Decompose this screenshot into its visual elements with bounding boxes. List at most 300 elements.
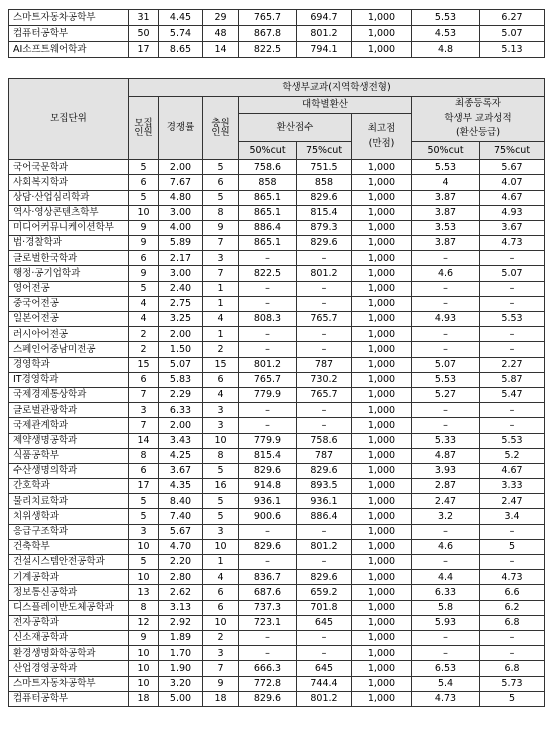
value-cell: 779.9 xyxy=(239,387,297,402)
table-row xyxy=(9,585,545,600)
value-cell: 4 xyxy=(203,570,239,585)
value-cell: 3 xyxy=(203,524,239,539)
value-cell: – xyxy=(480,296,545,311)
value-cell: 1,000 xyxy=(352,160,412,175)
value-cell: 1,000 xyxy=(352,312,412,327)
value-cell: 6 xyxy=(129,251,159,266)
header-final-cut50: 50%cut xyxy=(412,142,480,160)
table-row xyxy=(9,418,545,433)
value-cell: 3.2 xyxy=(412,509,480,524)
previous-page-table xyxy=(8,9,545,58)
unit-name-cell: 스페인어중남미전공 xyxy=(9,342,129,357)
value-cell: 7 xyxy=(203,266,239,281)
value-cell: 10 xyxy=(203,615,239,630)
value-cell: 7 xyxy=(129,387,159,402)
value-cell: 17 xyxy=(129,479,159,494)
value-cell: 5.07 xyxy=(159,357,203,372)
value-cell: 6 xyxy=(203,600,239,615)
value-cell: 1,000 xyxy=(352,26,412,42)
value-cell: – xyxy=(480,327,545,342)
value-cell: 5 xyxy=(129,494,159,509)
value-cell: 1 xyxy=(203,555,239,570)
value-cell: 10 xyxy=(129,676,159,691)
value-cell: 2.00 xyxy=(159,327,203,342)
unit-name-cell: 경영학과 xyxy=(9,357,129,372)
value-cell: 758.6 xyxy=(239,160,297,175)
value-cell: 1,000 xyxy=(352,676,412,691)
value-cell: 3 xyxy=(203,646,239,661)
value-cell: 822.5 xyxy=(239,266,297,281)
value-cell: 4 xyxy=(203,387,239,402)
header-group: 학생부교과(지역학생전형) xyxy=(129,79,545,97)
unit-name-cell: 컴퓨터공학부 xyxy=(9,691,129,706)
value-cell: – xyxy=(239,403,297,418)
table-row xyxy=(9,630,545,645)
value-cell: 815.4 xyxy=(297,205,352,220)
value-cell: 1,000 xyxy=(352,372,412,387)
table-row xyxy=(9,433,545,448)
value-cell: 4.07 xyxy=(480,175,545,190)
value-cell: 3 xyxy=(203,251,239,266)
value-cell: 6 xyxy=(129,372,159,387)
value-cell: 1,000 xyxy=(352,205,412,220)
unit-name-cell: 역사·영상콘텐츠학부 xyxy=(9,205,129,220)
header-unit: 모집단위 xyxy=(9,79,129,160)
value-cell: – xyxy=(239,418,297,433)
value-cell: 5.53 xyxy=(480,433,545,448)
table-row xyxy=(9,10,545,26)
value-cell: – xyxy=(480,630,545,645)
value-cell: 829.6 xyxy=(297,570,352,585)
value-cell: 3.13 xyxy=(159,600,203,615)
value-cell: 858 xyxy=(239,175,297,190)
value-cell: 4 xyxy=(129,312,159,327)
value-cell: 865.1 xyxy=(239,205,297,220)
value-cell: 829.6 xyxy=(239,539,297,554)
table-row xyxy=(9,387,545,402)
value-cell: 4 xyxy=(129,296,159,311)
value-cell: 787 xyxy=(297,357,352,372)
value-cell: – xyxy=(239,251,297,266)
value-cell: 723.1 xyxy=(239,615,297,630)
value-cell: 1,000 xyxy=(352,266,412,281)
value-cell: 4.53 xyxy=(412,26,480,42)
value-cell: – xyxy=(239,524,297,539)
value-cell: 3.00 xyxy=(159,266,203,281)
value-cell: 4.73 xyxy=(480,236,545,251)
value-cell: 5.07 xyxy=(412,357,480,372)
value-cell: 659.2 xyxy=(297,585,352,600)
value-cell: 1,000 xyxy=(352,387,412,402)
unit-name-cell: 글로벌한국학과 xyxy=(9,251,129,266)
value-cell: 5.74 xyxy=(159,26,203,42)
table-row xyxy=(9,312,545,327)
value-cell: – xyxy=(297,403,352,418)
value-cell: 2 xyxy=(129,342,159,357)
value-cell: 701.8 xyxy=(297,600,352,615)
value-cell: 744.4 xyxy=(297,676,352,691)
value-cell: 4 xyxy=(412,175,480,190)
value-cell: 5 xyxy=(203,509,239,524)
value-cell: 6 xyxy=(203,585,239,600)
header-recruit: 모집 인원 xyxy=(129,97,159,160)
value-cell: 4.45 xyxy=(159,10,203,26)
value-cell: 5.53 xyxy=(412,160,480,175)
unit-name-cell: 치위생학과 xyxy=(9,509,129,524)
value-cell: 5.53 xyxy=(412,372,480,387)
value-cell: 900.6 xyxy=(239,509,297,524)
value-cell: 10 xyxy=(129,570,159,585)
value-cell: 6.8 xyxy=(480,615,545,630)
value-cell: 4.70 xyxy=(159,539,203,554)
value-cell: 1,000 xyxy=(352,42,412,58)
value-cell: – xyxy=(297,296,352,311)
unit-name-cell: 국제경제통상학과 xyxy=(9,387,129,402)
value-cell: – xyxy=(239,327,297,342)
value-cell: 10 xyxy=(129,539,159,554)
table-row xyxy=(9,479,545,494)
value-cell: 801.2 xyxy=(297,26,352,42)
value-cell: 1 xyxy=(203,281,239,296)
value-cell: 3 xyxy=(203,403,239,418)
value-cell: 7 xyxy=(203,236,239,251)
table-row xyxy=(9,296,545,311)
value-cell: 4.35 xyxy=(159,479,203,494)
value-cell: 9 xyxy=(203,220,239,235)
table-row xyxy=(9,266,545,281)
value-cell: 5 xyxy=(129,281,159,296)
value-cell: – xyxy=(412,251,480,266)
value-cell: 2.62 xyxy=(159,585,203,600)
table-row xyxy=(9,494,545,509)
unit-name-cell: 간호학과 xyxy=(9,479,129,494)
value-cell: 3 xyxy=(203,418,239,433)
value-cell: – xyxy=(412,646,480,661)
value-cell: – xyxy=(297,251,352,266)
value-cell: 829.6 xyxy=(297,190,352,205)
header-final-reg: 최종등록자 학생부 교과성적 (환산등급) xyxy=(412,97,545,142)
value-cell: 5.67 xyxy=(480,160,545,175)
table-row xyxy=(9,524,545,539)
value-cell: 936.1 xyxy=(239,494,297,509)
value-cell: 10 xyxy=(129,661,159,676)
value-cell: – xyxy=(480,281,545,296)
value-cell: 17 xyxy=(129,42,159,58)
unit-name-cell: 환경생명화학공학과 xyxy=(9,646,129,661)
value-cell: – xyxy=(297,555,352,570)
value-cell: 687.6 xyxy=(239,585,297,600)
value-cell: 801.2 xyxy=(297,539,352,554)
table-row xyxy=(9,281,545,296)
table-row xyxy=(9,570,545,585)
value-cell: 48 xyxy=(203,26,239,42)
value-cell: 1,000 xyxy=(352,10,412,26)
value-cell: 5.13 xyxy=(480,42,545,58)
value-cell: 5 xyxy=(129,509,159,524)
value-cell: 5.8 xyxy=(412,600,480,615)
unit-name-cell: 법·경찰학과 xyxy=(9,236,129,251)
value-cell: 8 xyxy=(203,448,239,463)
value-cell: 865.1 xyxy=(239,236,297,251)
value-cell: 4.73 xyxy=(480,570,545,585)
value-cell: 5 xyxy=(129,555,159,570)
unit-name-cell: 국어국문학과 xyxy=(9,160,129,175)
value-cell: – xyxy=(480,646,545,661)
value-cell: – xyxy=(480,524,545,539)
value-cell: 815.4 xyxy=(239,448,297,463)
value-cell: – xyxy=(297,342,352,357)
value-cell: 858 xyxy=(297,175,352,190)
value-cell: 829.6 xyxy=(239,691,297,706)
value-cell: 5.47 xyxy=(480,387,545,402)
value-cell: 4.4 xyxy=(412,570,480,585)
value-cell: 2.00 xyxy=(159,160,203,175)
value-cell: 879.3 xyxy=(297,220,352,235)
table-row xyxy=(9,357,545,372)
value-cell: 3.4 xyxy=(480,509,545,524)
value-cell: – xyxy=(412,403,480,418)
value-cell: 9 xyxy=(129,630,159,645)
value-cell: – xyxy=(239,296,297,311)
value-cell: 893.5 xyxy=(297,479,352,494)
unit-name-cell: 국제관계학과 xyxy=(9,418,129,433)
value-cell: 6 xyxy=(129,175,159,190)
unit-name-cell: 스마트자동차공학부 xyxy=(9,676,129,691)
table-row xyxy=(9,175,545,190)
value-cell: 1,000 xyxy=(352,630,412,645)
table-row xyxy=(9,327,545,342)
value-cell: 822.5 xyxy=(239,42,297,58)
unit-name-cell: 미디어커뮤니케이션학부 xyxy=(9,220,129,235)
value-cell: 1,000 xyxy=(352,585,412,600)
value-cell: 1.90 xyxy=(159,661,203,676)
value-cell: 787 xyxy=(297,448,352,463)
value-cell: 794.1 xyxy=(297,42,352,58)
value-cell: 6.27 xyxy=(480,10,545,26)
unit-name-cell: 스마트자동차공학부 xyxy=(9,10,129,26)
table-row xyxy=(9,160,545,175)
value-cell: 3.87 xyxy=(412,236,480,251)
value-cell: 730.2 xyxy=(297,372,352,387)
value-cell: 6 xyxy=(203,372,239,387)
value-cell: 7 xyxy=(203,661,239,676)
value-cell: 50 xyxy=(129,26,159,42)
unit-name-cell: 기계공학과 xyxy=(9,570,129,585)
value-cell: 6 xyxy=(129,463,159,478)
unit-name-cell: 컴퓨터공학부 xyxy=(9,26,129,42)
value-cell: 13 xyxy=(129,585,159,600)
value-cell: 1,000 xyxy=(352,494,412,509)
table-row xyxy=(9,236,545,251)
value-cell: 836.7 xyxy=(239,570,297,585)
value-cell: 6.53 xyxy=(412,661,480,676)
unit-name-cell: 신소재공학과 xyxy=(9,630,129,645)
value-cell: 645 xyxy=(297,661,352,676)
value-cell: 1.50 xyxy=(159,342,203,357)
value-cell: 9 xyxy=(129,266,159,281)
value-cell: 4.6 xyxy=(412,266,480,281)
unit-name-cell: 행정·공기업학과 xyxy=(9,266,129,281)
unit-name-cell: 식품공학부 xyxy=(9,448,129,463)
value-cell: 5.33 xyxy=(412,433,480,448)
value-cell: 801.2 xyxy=(239,357,297,372)
table-row xyxy=(9,372,545,387)
value-cell: – xyxy=(297,327,352,342)
value-cell: 4.93 xyxy=(480,205,545,220)
value-cell: 4.67 xyxy=(480,463,545,478)
value-cell: 4.25 xyxy=(159,448,203,463)
value-cell: 7.67 xyxy=(159,175,203,190)
table-row xyxy=(9,26,545,42)
value-cell: 886.4 xyxy=(297,509,352,524)
value-cell: – xyxy=(239,342,297,357)
value-cell: – xyxy=(297,418,352,433)
value-cell: 2.00 xyxy=(159,418,203,433)
header-conv-cut75: 75%cut xyxy=(297,142,352,160)
value-cell: 4.6 xyxy=(412,539,480,554)
value-cell: 5.53 xyxy=(412,10,480,26)
unit-name-cell: 상담·산업심리학과 xyxy=(9,190,129,205)
value-cell: 1,000 xyxy=(352,570,412,585)
value-cell: 3 xyxy=(129,403,159,418)
value-cell: 1,000 xyxy=(352,448,412,463)
value-cell: 12 xyxy=(129,615,159,630)
value-cell: – xyxy=(412,281,480,296)
value-cell: 1,000 xyxy=(352,524,412,539)
value-cell: 5 xyxy=(203,190,239,205)
value-cell: 829.6 xyxy=(297,463,352,478)
value-cell: 8.65 xyxy=(159,42,203,58)
table-row xyxy=(9,342,545,357)
unit-name-cell: 정보통신공학과 xyxy=(9,585,129,600)
value-cell: 4.73 xyxy=(412,691,480,706)
value-cell: 829.6 xyxy=(239,463,297,478)
value-cell: 5.83 xyxy=(159,372,203,387)
value-cell: 914.8 xyxy=(239,479,297,494)
table-row xyxy=(9,42,545,58)
value-cell: 4.67 xyxy=(480,190,545,205)
value-cell: 2.87 xyxy=(412,479,480,494)
value-cell: 808.3 xyxy=(239,312,297,327)
table-row xyxy=(9,555,545,570)
value-cell: – xyxy=(412,327,480,342)
value-cell: 779.9 xyxy=(239,433,297,448)
value-cell: 4 xyxy=(203,312,239,327)
header-max-score: 최고점 (만점) xyxy=(352,114,412,160)
value-cell: 1,000 xyxy=(352,236,412,251)
value-cell: – xyxy=(480,403,545,418)
table-row xyxy=(9,190,545,205)
value-cell: – xyxy=(412,524,480,539)
header-filled: 충원 인원 xyxy=(203,97,239,160)
value-cell: 1,000 xyxy=(352,220,412,235)
value-cell: – xyxy=(480,418,545,433)
value-cell: – xyxy=(239,646,297,661)
value-cell: 1,000 xyxy=(352,433,412,448)
value-cell: 1,000 xyxy=(352,418,412,433)
value-cell: 5.93 xyxy=(412,615,480,630)
value-cell: 10 xyxy=(129,205,159,220)
value-cell: 1,000 xyxy=(352,509,412,524)
value-cell: 5.07 xyxy=(480,26,545,42)
value-cell: 1,000 xyxy=(352,175,412,190)
value-cell: 16 xyxy=(203,479,239,494)
value-cell: 5.89 xyxy=(159,236,203,251)
value-cell: 1 xyxy=(203,296,239,311)
value-cell: – xyxy=(480,342,545,357)
value-cell: 3.25 xyxy=(159,312,203,327)
table-row xyxy=(9,600,545,615)
value-cell: – xyxy=(412,418,480,433)
value-cell: – xyxy=(239,281,297,296)
value-cell: 5.27 xyxy=(412,387,480,402)
table-row xyxy=(9,615,545,630)
value-cell: 1,000 xyxy=(352,615,412,630)
value-cell: 801.2 xyxy=(297,691,352,706)
value-cell: 4.80 xyxy=(159,190,203,205)
table-row xyxy=(9,646,545,661)
table-row xyxy=(9,205,545,220)
value-cell: 3.20 xyxy=(159,676,203,691)
value-cell: 3.87 xyxy=(412,205,480,220)
value-cell: – xyxy=(412,630,480,645)
value-cell: 14 xyxy=(129,433,159,448)
value-cell: 765.7 xyxy=(239,10,297,26)
unit-name-cell: IT경영학과 xyxy=(9,372,129,387)
value-cell: 2.27 xyxy=(480,357,545,372)
table-row xyxy=(9,403,545,418)
unit-name-cell: 전자공학과 xyxy=(9,615,129,630)
value-cell: 5.67 xyxy=(159,524,203,539)
value-cell: 2.40 xyxy=(159,281,203,296)
unit-name-cell: AI소프트웨어학과 xyxy=(9,42,129,58)
value-cell: 9 xyxy=(203,676,239,691)
header-univ-conv: 대학별환산 xyxy=(239,97,412,114)
value-cell: 1,000 xyxy=(352,403,412,418)
unit-name-cell: 산업경영공학과 xyxy=(9,661,129,676)
value-cell: 4.8 xyxy=(412,42,480,58)
value-cell: – xyxy=(480,251,545,266)
value-cell: 737.3 xyxy=(239,600,297,615)
value-cell: 2 xyxy=(129,327,159,342)
value-cell: 1,000 xyxy=(352,357,412,372)
value-cell: 5.73 xyxy=(480,676,545,691)
value-cell: 5.07 xyxy=(480,266,545,281)
value-cell: 2.92 xyxy=(159,615,203,630)
value-cell: 758.6 xyxy=(297,433,352,448)
value-cell: 14 xyxy=(203,42,239,58)
table-row xyxy=(9,539,545,554)
value-cell: 5 xyxy=(203,160,239,175)
value-cell: 6.2 xyxy=(480,600,545,615)
value-cell: 5.4 xyxy=(412,676,480,691)
unit-name-cell: 디스플레이반도체공학과 xyxy=(9,600,129,615)
value-cell: 15 xyxy=(129,357,159,372)
value-cell: 3.67 xyxy=(159,463,203,478)
value-cell: 1,000 xyxy=(352,555,412,570)
value-cell: 645 xyxy=(297,615,352,630)
value-cell: 5.00 xyxy=(159,691,203,706)
value-cell: 886.4 xyxy=(239,220,297,235)
value-cell: – xyxy=(297,281,352,296)
value-cell: 7 xyxy=(129,418,159,433)
value-cell: 1,000 xyxy=(352,463,412,478)
unit-name-cell: 영어전공 xyxy=(9,281,129,296)
unit-name-cell: 물리치료학과 xyxy=(9,494,129,509)
value-cell: 18 xyxy=(129,691,159,706)
value-cell: 9 xyxy=(129,220,159,235)
table-row xyxy=(9,220,545,235)
